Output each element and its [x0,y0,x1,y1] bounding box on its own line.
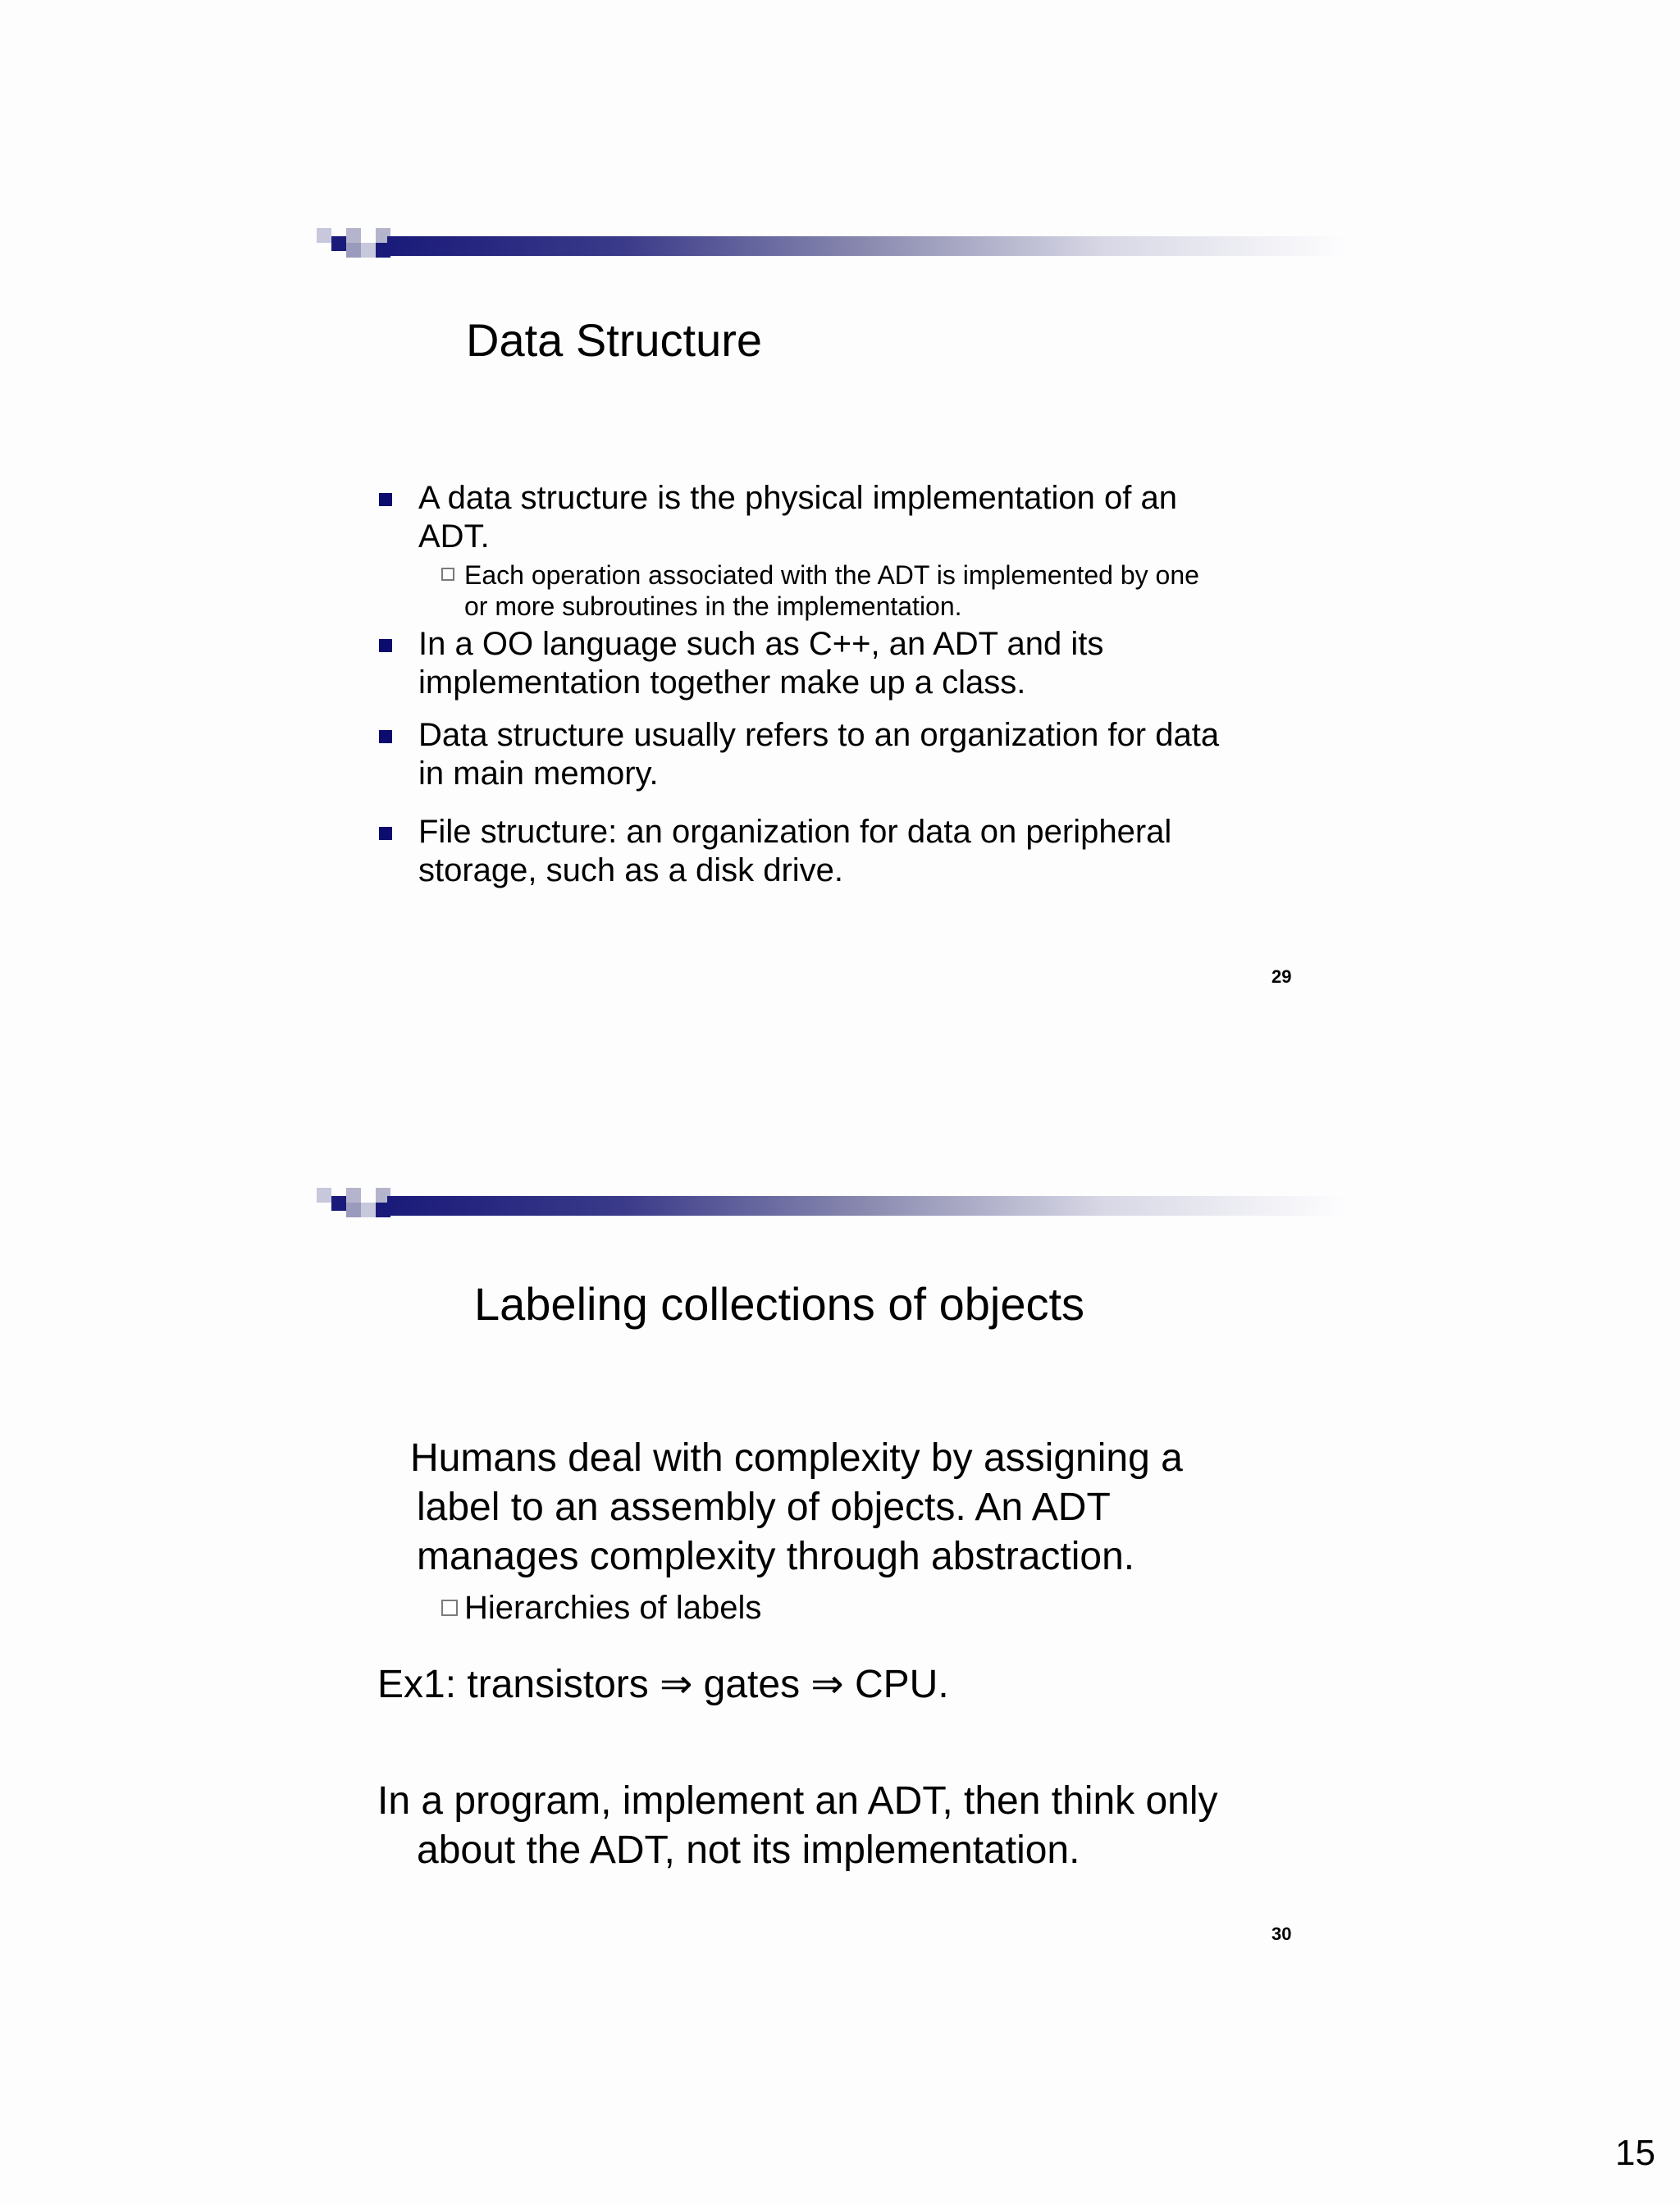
bullet-item [379,625,1219,702]
bullet-line: A data structure is the physical implementation of an [418,480,1177,516]
square-bullet-icon [379,827,392,840]
paragraph-line: about the ADT, not its implementation. [417,1828,1080,1872]
sub-bullet-item [379,1588,761,1628]
bullet-line: ADT. [418,518,490,555]
bullet-line: implementation together make up a class. [418,664,1026,701]
square-bullet-icon [379,639,392,652]
bullet-line: File structure: an organization for data on peripheral [418,814,1172,850]
bullet-line: in main memory. [418,756,659,792]
slide-data-structure [312,221,1345,1124]
hollow-square-bullet-icon [441,568,454,581]
sub-bullet-item [379,559,1219,622]
paragraph-line: Humans deal with complexity by assigning a [410,1436,1183,1480]
bullet-list [379,479,1219,890]
bullet-item [379,813,1219,890]
slide-page-number: 30 [1271,1924,1292,1944]
square-bullet-icon [379,730,392,743]
slide-labeling-collections [312,1181,1345,2084]
hollow-square-bullet-icon [441,1600,458,1616]
slide-header-bar [312,1181,1345,1224]
bullet-line: In a OO language such as C++, an ADT and its [418,626,1104,662]
closing-paragraph [377,1777,1218,1875]
sub-bullet-line: Hierarchies of labels [464,1590,762,1626]
sub-bullet-line: Each operation associated with the ADT is implemented by one [464,560,1199,590]
bullet-item [379,479,1219,556]
paragraph-line: In a program, implement an ADT, then think only [377,1779,1218,1823]
slide-title: Data Structure [466,314,763,366]
sub-bullet-line: or more subroutines in the implementation. [464,591,962,621]
example-line: Ex1: transistors ⇒ gates ⇒ CPU. [377,1663,949,1706]
slide-header-bar [312,221,1345,264]
bullet-item [379,716,1219,793]
slide-title: Labeling collections of objects [474,1278,1085,1330]
slide-page-number: 29 [1271,966,1292,987]
paragraph-line: label to an assembly of objects. An ADT [417,1486,1111,1529]
intro-paragraph [410,1434,1183,1582]
square-bullet-icon [379,493,392,506]
bullet-line: Data structure usually refers to an organization for data [418,717,1220,753]
paragraph-line: manages complexity through abstraction. [417,1535,1135,1578]
bullet-line: storage, such as a disk drive. [418,852,844,888]
sheet-page-number: 15 [1615,2133,1655,2173]
